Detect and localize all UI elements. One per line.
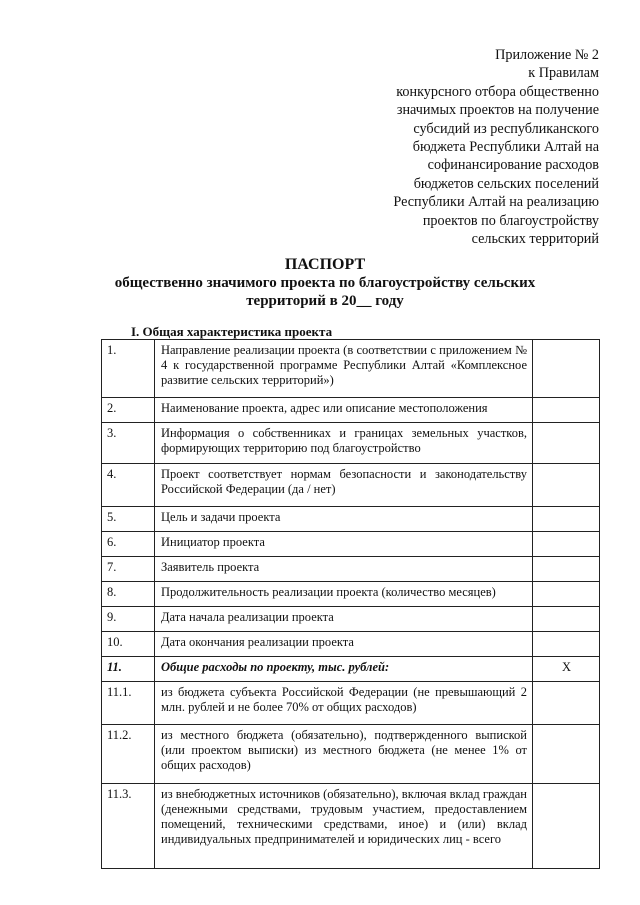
row-description: Дата начала реализации проекта [155,607,533,632]
row-value[interactable] [533,423,600,464]
appendix-line: к Правилам [528,65,599,82]
table-row [102,532,600,557]
appendix-line: субсидий из республиканского [413,120,599,137]
row-number: 3. [102,423,155,464]
table-row-total [102,657,600,682]
row-number: 9. [102,607,155,632]
table-row [102,725,600,784]
table-row [102,682,600,725]
row-value[interactable] [533,582,600,607]
row-number: 8. [102,582,155,607]
row-number: 6. [102,532,155,557]
row-number: 11.3. [102,784,155,869]
row-description: Направление реализации проекта (в соответствии с приложением № 4 к государственной программе Республики Алтай «Комплексное развитие сельских территорий») [155,340,533,398]
table-row [102,507,600,532]
table-row [102,557,600,582]
row-number: 4. [102,464,155,507]
row-number: 5. [102,507,155,532]
row-value[interactable] [533,398,600,423]
row-value[interactable] [533,725,600,784]
table-row [102,398,600,423]
table-row [102,607,600,632]
row-description: Цель и задачи проекта [155,507,533,532]
row-description: Продолжительность реализации проекта (количество месяцев) [155,582,533,607]
appendix-line: бюджета Республики Алтай на [412,139,599,156]
row-value[interactable] [533,340,600,398]
table-row [102,464,600,507]
appendix-line: Республики Алтай на реализацию [393,194,599,211]
row-description: из местного бюджета (обязательно), подтвержденного выпиской (или проектом выписки) из местного бюджета (не менее 1% от общих расходов) [155,725,533,784]
row-number: 1. [102,340,155,398]
appendix-line: сельских территорий [471,231,599,248]
section-title: I. Общая характеристика проекта [131,324,333,339]
row-value[interactable] [533,464,600,507]
row-number: 2. [102,398,155,423]
row-number: 7. [102,557,155,582]
row-value: X [533,657,600,682]
table-row [102,340,600,398]
appendix-line: софинансирование расходов [427,157,599,174]
row-value[interactable] [533,682,600,725]
row-description: Заявитель проекта [155,557,533,582]
row-description: Дата окончания реализации проекта [155,632,533,657]
table-row [102,784,600,869]
row-value[interactable] [533,784,600,869]
row-description: из внебюджетных источников (обязательно), включая вклад граждан (денежными средствами, трудовым участием, предоставлением помещений, техническими средствами, иное) и (или) вклад индивидуальных предпринимателей и юридических лиц - всего [155,784,533,869]
appendix-line: значимых проектов на получение [396,102,599,119]
appendix-block [359,46,599,248]
row-number: 11.1. [102,682,155,725]
appendix-line: бюджетов сельских поселений [413,175,599,192]
row-description: из бюджета субъекта Российской Федерации (не превышающий 2 млн. рублей и не более 70% от общих расходов) [155,682,533,725]
passport-table [101,339,600,869]
row-number: 11.2. [102,725,155,784]
table-row [102,582,600,607]
row-description: Инициатор проекта [155,532,533,557]
row-value[interactable] [533,557,600,582]
document-subtitle: общественно значимого проекта по благоустройству сельских [114,275,536,291]
row-value[interactable] [533,607,600,632]
row-value[interactable] [533,632,600,657]
row-value[interactable] [533,507,600,532]
row-number: 10. [102,632,155,657]
row-description: Информация о собственниках и границах земельных участков, формирующих территорию под благоустройство [155,423,533,464]
document-title: ПАСПОРТ [284,256,366,273]
table-row [102,423,600,464]
appendix-line: проектов по благоустройству [422,212,599,229]
appendix-line: Приложение № 2 [495,47,599,63]
row-number: 11. [102,657,155,682]
row-description: Общие расходы по проекту, тыс. рублей: [155,657,533,682]
table-row [102,632,600,657]
row-description: Наименование проекта, адрес или описание местоположения [155,398,533,423]
appendix-line: конкурсного отбора общественно [396,83,599,100]
row-description: Проект соответствует нормам безопасности и законодательству Российской Федерации (да / нет) [155,464,533,507]
document-subtitle-year: территорий в 20__ году [246,293,404,309]
row-value[interactable] [533,532,600,557]
